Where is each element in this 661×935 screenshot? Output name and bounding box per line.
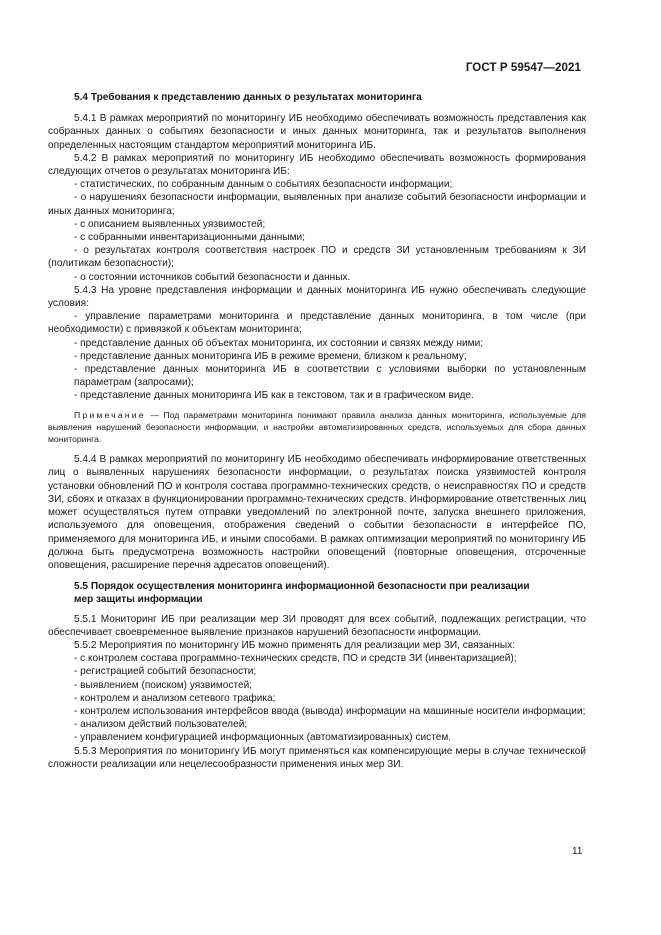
paragraph-5-4-2: 5.4.2 В рамках мероприятий по мониторингу ИБ необходимо обеспечивать возможность формирования следующих отчетов о результатах мониторинга ИБ: <box>48 152 586 178</box>
paragraph-5-4-3: 5.4.3 На уровне представления информации и данных мониторинга ИБ нужно обеспечивать следующие условия: <box>48 284 586 310</box>
list-item: - с описанием выявленных уязвимостей; <box>74 218 266 230</box>
list-item: - управлением конфигурацией информационных (автоматизированных) систем. <box>74 732 452 744</box>
list-item: - контролем и анализом сетевого трафика; <box>74 692 276 704</box>
note <box>48 409 586 446</box>
list-item: - выявлением (поиском) уязвимостей; <box>74 679 253 691</box>
section-5-5-heading-line-1: 5.5 Порядок осуществления мониторинга информационной безопасности при реализации <box>74 581 530 593</box>
note-text: — Под параметрами мониторинга понимают правила анализа данных мониторинга, используемые для выявления нарушений безопасности информации, и настройки автоматизированных средств, используемых для сбора данных мониторинга. <box>48 409 586 445</box>
note-label: Примечание <box>74 409 146 420</box>
list-item: - анализом действий пользователей; <box>74 719 248 731</box>
list-item: - представление данных об объектах мониторинга, их состоянии и связях между ними; <box>74 337 484 349</box>
section-5-5-heading-line-2: мер защиты информации <box>74 594 203 606</box>
list-item: - контролем использования интерфейсов ввода (вывода) информации на машинные носители информации; <box>74 705 586 717</box>
list-item: - представление данных мониторинга ИБ в соответствии с условиями выборки по установленным параметрам (запросами); <box>74 364 586 389</box>
paragraph-5-5-2: 5.5.2 Мероприятия по мониторингу ИБ можно применять для реализации мер ЗИ, связанных: <box>74 639 516 651</box>
section-5-4-heading: 5.4 Требования к представлению данных о результатах мониторинга <box>74 92 422 103</box>
paragraph-5-5-3: 5.5.3 Мероприятия по мониторингу ИБ могут применяться как компенсирующие меры в случае технической сложности реализации или нецелесообразности применения иных мер ЗИ. <box>48 745 586 770</box>
page-content <box>48 91 586 771</box>
list-item: - о нарушениях безопасности информации, выявленных при анализе событий безопасности информации и иных данных мониторинга; <box>48 192 586 217</box>
standard-number: ГОСТ Р 59547—2021 <box>465 62 581 74</box>
list-item: - представление данных мониторинга ИБ как в текстовом, так и в графическом виде. <box>74 390 474 402</box>
list-item: - о результатах контроля соответствия настроек ПО и средств ЗИ установленным требованиям к ЗИ (политикам безопасности); <box>48 245 586 270</box>
paragraph-5-4-4: 5.4.4 В рамках мероприятий по мониторингу ИБ необходимо обеспечивать информирование ответственных лиц о выявленных нарушениях безопасности информации, о результатах поиска уязвимостей контроля установки обновлений ПО и контроля состава программно-технических средств, о неисправностях ПО и средств ЗИ, сбоях и отказах в функционировании программно-технических средств. Информирование ответственных лиц может осуществляться путем отправки уведомлений по электронной почте, запуска внешнего приложения, используемого для оповещения, отображения сведений о событии безопасности в интерфейсе ПО, применяемого для мониторинга ИБ, и иными способами. В рамках оптимизации мероприятий по мониторингу ИБ должна быть предусмотрена возможность настройки оповещений (повторные оповещения, отсроченные оповещения, расширение перечня адресатов оповещений). <box>48 454 586 571</box>
list-item: - с собранными инвентаризационными данными; <box>74 232 305 244</box>
list-item: - с контролем состава программно-технических средств, ПО и средств ЗИ (инвентаризацией); <box>74 653 517 665</box>
page-number: 11 <box>572 846 583 857</box>
list-item: - регистрацией событий безопасности; <box>74 666 257 678</box>
list-item: - статистических, по собранным данным о событиях безопасности информации; <box>74 179 453 191</box>
paragraph-5-4-1: 5.4.1 В рамках мероприятий по мониторингу ИБ необходимо обеспечивать возможность представления как собранных данных о событиях безопасности и иных данных мониторинга, так и результатов выполнения определенных настоящим стандартом мероприятий мониторинга ИБ. <box>48 113 586 151</box>
list-item: - о состоянии источников событий безопасности и данных. <box>74 271 351 283</box>
list-item: - управление параметрами мониторинга и представление данных мониторинга, в том числе (при необходимости) с привязкой к объектам мониторинга; <box>48 311 586 336</box>
section-5-5-heading <box>48 580 586 606</box>
paragraph-5-5-1: 5.5.1 Мониторинг ИБ при реализации мер ЗИ проводят для всех событий, подлежащих регистрации, что обеспечивает своевременное выявление признаков нарушений безопасности информации. <box>48 613 586 638</box>
list-item: - представление данных мониторинга ИБ в режиме времени, близком к реальному; <box>74 350 467 362</box>
